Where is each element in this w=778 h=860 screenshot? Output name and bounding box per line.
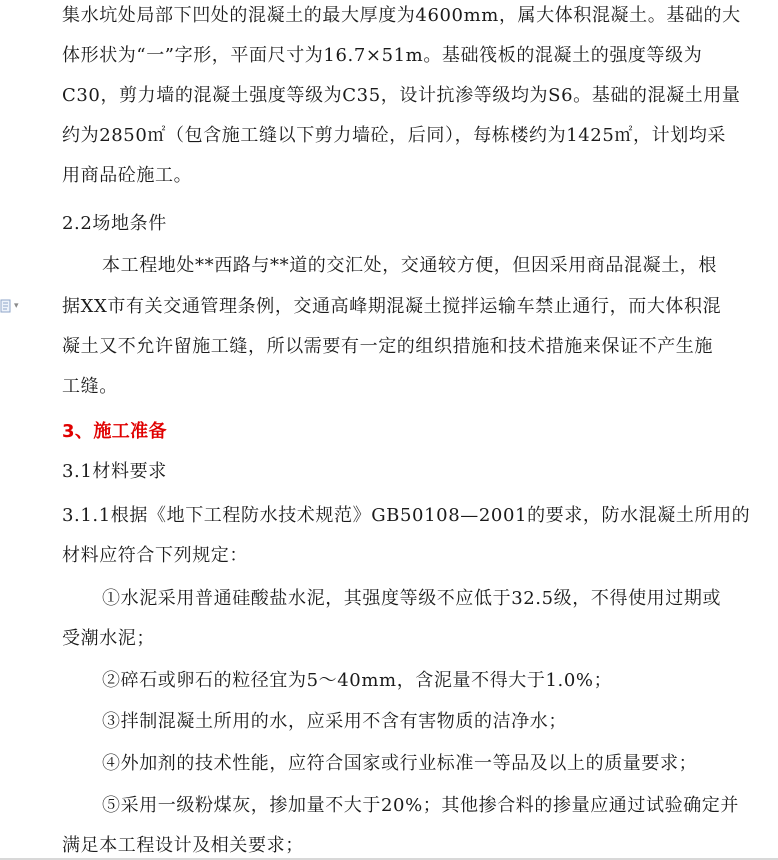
document-icon <box>0 299 12 313</box>
section-heading-3: 3、施工准备 <box>62 421 167 442</box>
text-line: 据XX市有关交通管理条例，交通高峰期混凝土搅拌运输车禁止通行，而大体积混 <box>62 296 722 317</box>
text-line: 用商品砼施工。 <box>62 165 193 186</box>
list-item: ②碎石或卵石的粒径宜为5～40mm，含泥量不得大于1.0%； <box>102 670 613 691</box>
section-heading-3-1: 3.1材料要求 <box>62 461 167 482</box>
paragraph-options-icon[interactable] <box>0 297 24 315</box>
chevron-down-icon: ▾ <box>14 301 19 311</box>
text-line: 本工程地处**西路与**道的交汇处，交通较方便，但因采用商品混凝土，根 <box>102 255 717 276</box>
list-item: ①水泥采用普通硅酸盐水泥，其强度等级不应低于32.5级，不得使用过期或 <box>102 588 722 609</box>
text-line: 材料应符合下列规定： <box>62 545 248 566</box>
text-line: 集水坑处局部下凹处的混凝土的最大厚度为4600mm，属大体积混凝土。基础的大 <box>62 5 741 26</box>
text-line: 体形状为“一”字形，平面尺寸为16.7×51m。基础筏板的混凝土的强度等级为 <box>62 45 703 66</box>
text-line: 凝土又不允许留施工缝，所以需要有一定的组织措施和技术措施来保证不产生施 <box>62 336 713 357</box>
text-line: 工缝。 <box>62 376 118 397</box>
text-line: C30，剪力墙的混凝土强度等级为C35，设计抗渗等级均为S6。基础的混凝土用量 <box>62 85 741 106</box>
text-line: 3.1.1根据《地下工程防水技术规范》GB50108—2001的要求，防水混凝土所用的 <box>62 505 751 526</box>
list-item: ③拌制混凝土所用的水，应采用不含有害物质的洁净水； <box>102 711 567 732</box>
list-item: ④外加剂的技术性能，应符合国家或行业标准一等品及以上的质量要求； <box>102 753 698 774</box>
section-heading-2-2: 2.2场地条件 <box>62 213 167 234</box>
text-line: 受潮水泥； <box>62 628 155 649</box>
text-line: 满足本工程设计及相关要求； <box>62 835 304 856</box>
list-item: ⑤采用一级粉煤灰，掺加量不大于20%；其他掺合料的掺量应通过试验确定并 <box>102 795 740 816</box>
text-line: 约为2850㎡（包含施工缝以下剪力墙砼，后同），每栋楼约为1425㎡，计划均采 <box>62 125 727 146</box>
